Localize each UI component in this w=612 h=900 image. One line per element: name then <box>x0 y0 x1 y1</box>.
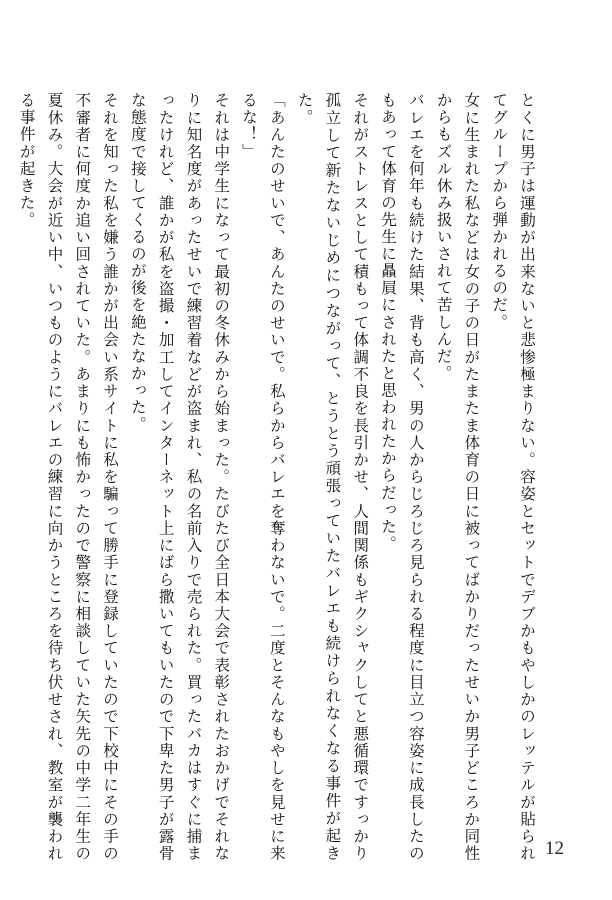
paragraph-7: それを知った私を嫌う誰かが出会い系サイトに私を騙って勝手に登録していたので下校中にその手の不審者に何度か追い回されていた。あまりにも怖かったので警察に相談していた矢先の中学二年生の夏休み。大会が近い中、いつものようにバレエの練習に向かうところを待ち伏せされ、教室が襲われる事件が起きた。 <box>17 92 120 862</box>
paragraph-5: 「あんたのせいで、あんたのせいで。私らからバレエを奪わないで。二度とそんなもやしを見せに来るな！」 <box>240 92 286 862</box>
paragraph-4: それがストレスとして積もって体調不良を長引かせ、人間関係もギクシャクしてと悪循環ですっかり孤立して新たないじめにつながって、とうとう頑張っていたバレエも続けられなくなる事件が起きた。 <box>295 92 370 862</box>
vertical-body-text <box>17 92 540 862</box>
paragraph-3: バレエを何年も続けた結果、背も高く、男の人からじろじろ見られる程度に目立つ容姿に成長したのもあって体育の先生に贔屓にされたと思われたからだった。 <box>379 92 425 862</box>
paragraph-2: 女に生まれた私などは女の子の日がたまたま体育の日に被ってばかりだったせいか男子どころか同性からもズル休み扱いされて苦しんだ。 <box>434 92 481 862</box>
paragraph-1: とくに男子は運動が出来ないと悲惨極まりない。容姿とセットでデブかもやしかのレッテルが貼られてグループから弾かれるのだ。 <box>490 92 536 862</box>
paragraph-6: それは中学生になって最初の冬休みから始まった。たびたび全日本大会で表彰されたおかげでそれなりに知名度があったせいで練習着などが盗まれ、私の名前入りで売られた。買ったバカはすぐに捕まったけれど、誰かが私を盗撮・加工してインターネット上にばら撒いてもいたので下卑た男子が露骨な態度で接してくるのが後を絶たなかった。 <box>128 92 231 862</box>
page-number: 12 <box>545 838 564 859</box>
